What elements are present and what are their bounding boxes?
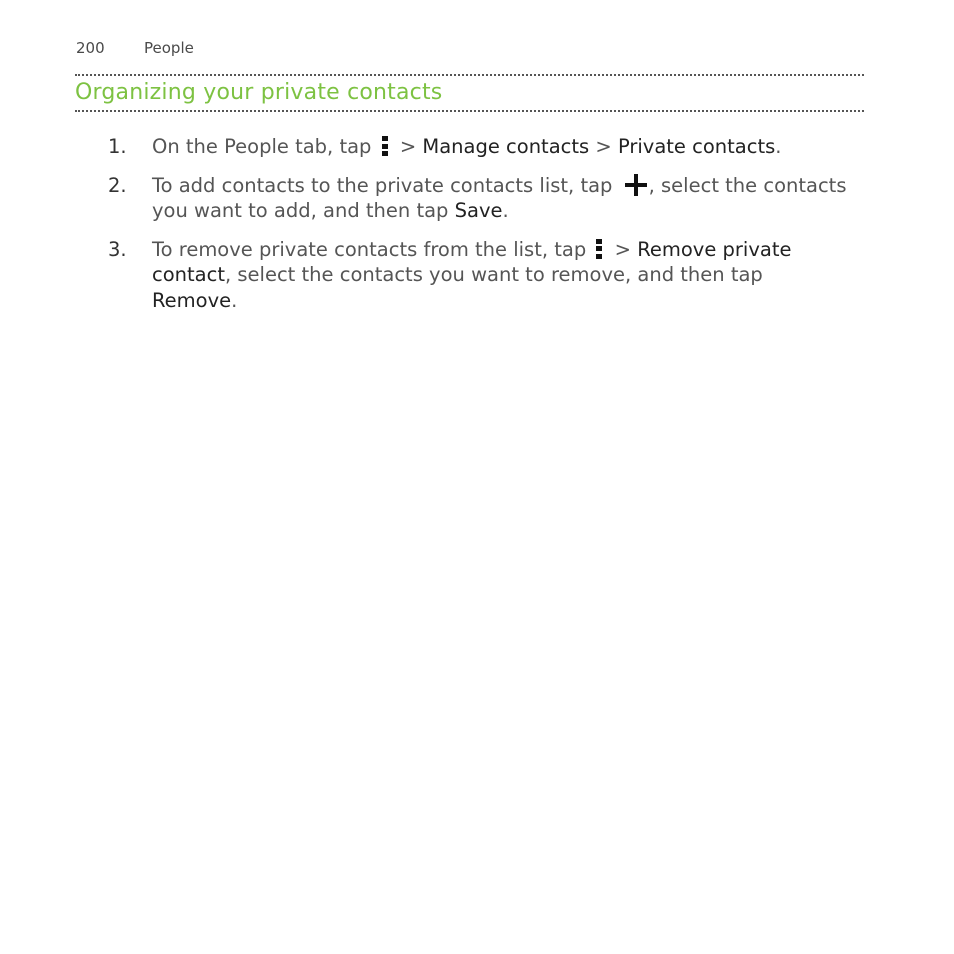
step-number: 2. — [108, 173, 127, 197]
step-text: > — [589, 135, 618, 158]
step-3 — [108, 237, 848, 314]
step-2 — [108, 173, 848, 224]
page-number: 200 — [76, 39, 105, 57]
step-number: 3. — [108, 237, 127, 261]
step-text: To add contacts to the private contacts list, tap — [152, 173, 619, 197]
step-text: . — [231, 288, 238, 312]
step-text: > — [393, 135, 423, 158]
page-header — [76, 39, 194, 57]
bottom-divider — [75, 110, 864, 112]
step-text: On the People tab, tap — [152, 135, 378, 158]
step-text: . — [502, 199, 509, 222]
ui-label-private-contacts: Private contacts — [617, 135, 776, 158]
ui-label-save: Save — [454, 199, 503, 222]
overflow-menu-icon — [382, 136, 388, 156]
step-text: , select the contacts you want to remove, and then tap — [224, 263, 763, 286]
overflow-menu-icon — [596, 239, 602, 259]
top-divider — [75, 74, 864, 76]
ui-label-remove-private-contact: Remove private contact — [152, 237, 792, 286]
step-number: 1. — [108, 135, 127, 158]
section-title: Organizing your private contacts — [75, 80, 443, 105]
step-text: , select the contacts you want to add, and then tap — [152, 173, 847, 222]
steps-list — [108, 134, 848, 326]
ui-label-manage-contacts: Manage contacts — [422, 135, 590, 158]
plus-icon — [625, 174, 647, 196]
step-1 — [108, 134, 848, 160]
step-text: > — [608, 237, 638, 261]
step-text: To remove private contacts from the list, tap — [152, 237, 593, 261]
chapter-name: People — [144, 39, 194, 57]
ui-label-remove: Remove — [152, 288, 232, 312]
step-text: . — [775, 135, 782, 158]
